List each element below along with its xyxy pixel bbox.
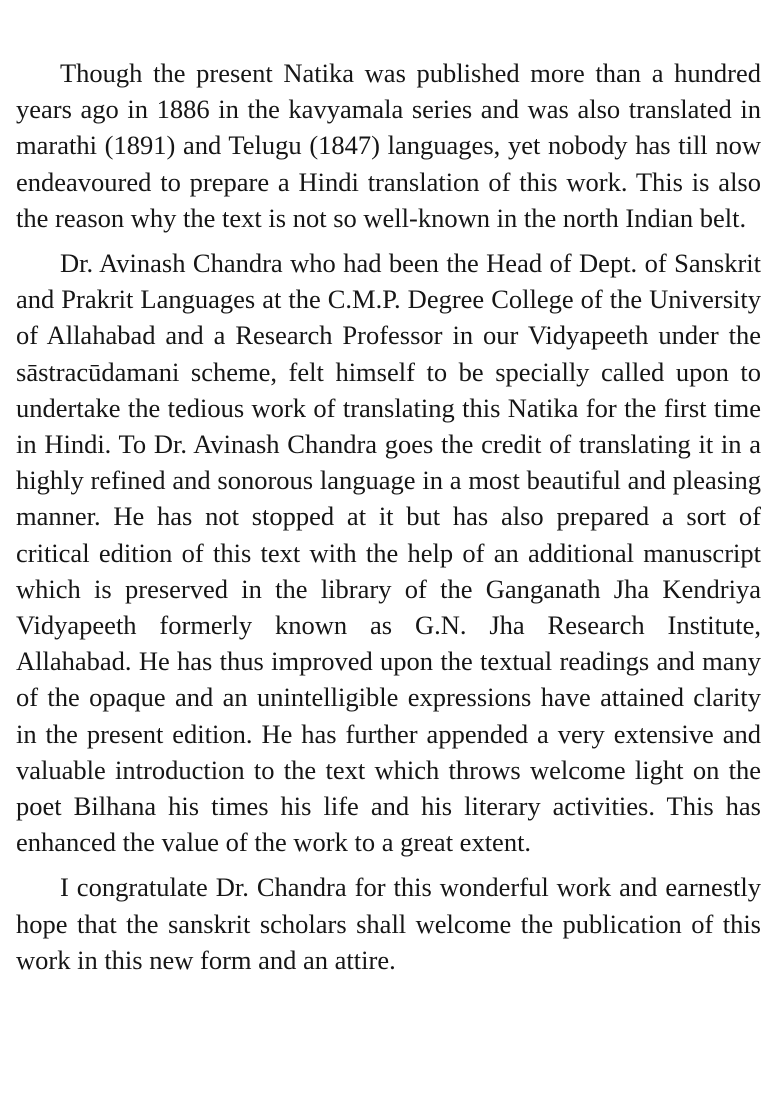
paragraph-translator-credit: Dr. Avinash Chandra who had been the Head of Dept. of Sanskrit and Prakrit Languages at the C.M.P. Degree College of the University of Allahabad and a Research Professor in our Vidyapeeth under the sāstracūdamani scheme, felt himself to be specially called upon to undertake the tedious work of translating this Natika for the first time in Hindi. To Dr. Avinash Chandra goes the credit of translating it in a highly refined and sonorous language in a most beautiful and pleasing manner. He has not stopped at it but has also prepared a sort of critical edition of this text with the help of an additional manuscript which is preserved in the library of the Ganganath Jha Kendriya Vidyapeeth formerly known as G.N. Jha Research Institute, Allahabad. He has thus improved upon the textual readings and many of the opaque and an unintelligible expressions have attained clarity in the present edition. He has further appended a very extensive and valuable introduction to the text which throws welcome light on the poet Bilhana his times his life and his literary activities. This has enhanced the value of the work to a great extent. (16, 248, 761, 858)
document-page (16, 55, 761, 978)
paragraph-publication-history: Though the present Natika was published more than a hundred years ago in 1886 in the kavyamala series and was also translated in marathi (1891) and Telugu (1847) languages, yet nobody has till now endeavoured to prepare a Hindi translation of this work. This is also the reason why the text is not so well-known in the north Indian belt. (16, 58, 761, 233)
paragraph-congratulations: I congratulate Dr. Chandra for this wonderful work and earnestly hope that the sanskrit scholars shall welcome the publication of this work in this new form and an attire. (16, 872, 761, 975)
